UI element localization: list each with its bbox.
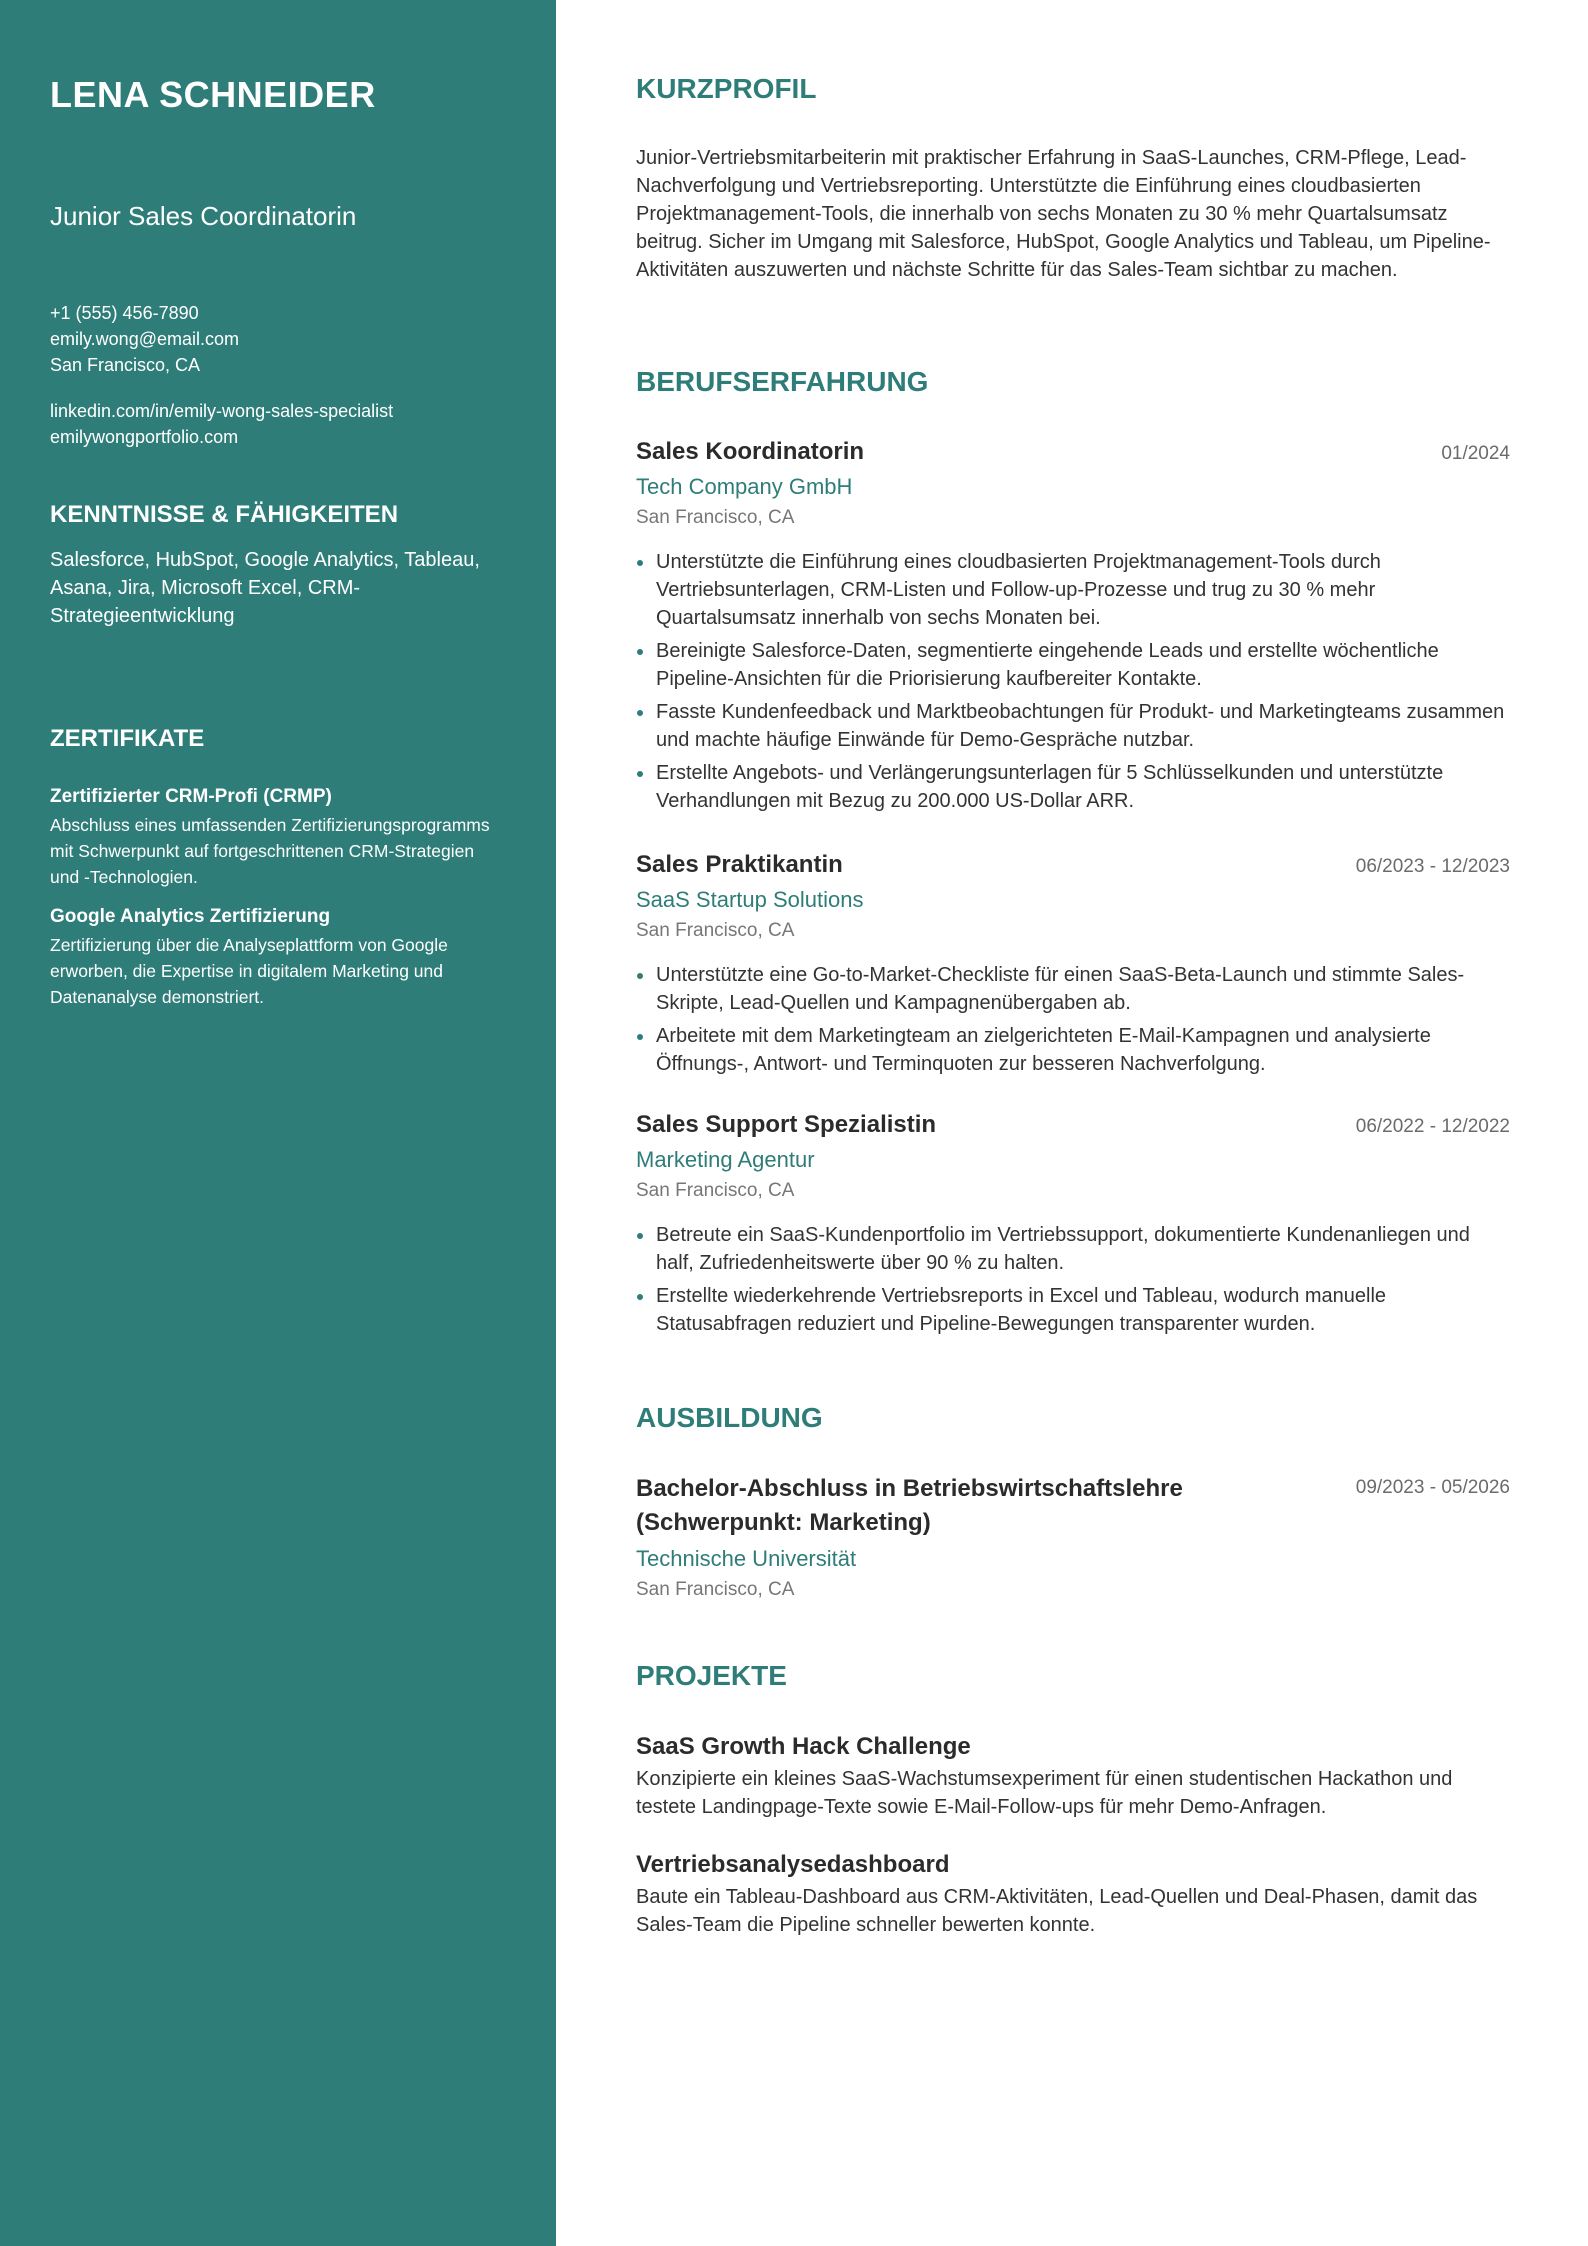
job-bullet: Unterstützte eine Go-to-Market-Checkliste für einen SaaS-Beta-Launch und stimmte Sales-Skripte, Lead-Quellen und Kampagnenübergaben ab. <box>636 961 1510 1017</box>
education-heading: AUSBILDUNG <box>636 1402 823 1433</box>
education-date: 09/2023 - 05/2026 <box>1355 1477 1510 1498</box>
job-bullet: Erstellte Angebots- und Verlängerungsunterlagen für 5 Schlüsselkunden und unterstützte Verhandlungen mit Bezug zu 200.000 US-Dollar ARR. <box>636 759 1510 815</box>
certificate-description: Abschluss eines umfassenden Zertifizierungsprogramms mit Schwerpunkt auf fortgeschrittenen CRM-Strategien und -Technologien. <box>50 815 490 887</box>
certificate-item <box>50 904 506 1010</box>
job-bullet: Unterstützte die Einführung eines cloudbasierten Projektmanagement-Tools durch Vertriebsunterlagen, CRM-Listen und Follow-up-Prozesse und trug zu 30 % mehr Quartalsumsatz innerhalb von sechs Monaten bei. <box>636 548 1510 632</box>
project-title: Vertriebsanalysedashboard <box>636 1851 950 1878</box>
certificate-title: Google Analytics Zertifizierung <box>50 906 331 927</box>
candidate-name: LENA SCHNEIDER <box>50 74 376 115</box>
sidebar <box>0 0 556 2246</box>
project-description: Konzipierte ein kleines SaaS-Wachstumsexperiment für einen studentischen Hackathon und testete Landingpage-Texte sowie E-Mail-Follow-ups für mehr Demo-Anfragen. <box>636 1768 1453 1818</box>
job-date: 06/2022 - 12/2022 <box>1355 1116 1510 1137</box>
contact-phone[interactable]: +1 (555) 456-7890 <box>50 303 199 323</box>
job-bullet: Bereinigte Salesforce-Daten, segmentierte eingehende Leads und erstellte wöchentliche Pipeline-Ansichten für die Priorisierung kaufbereiter Kontakte. <box>636 637 1510 693</box>
job-company: SaaS Startup Solutions <box>636 887 864 912</box>
job-date: 06/2023 - 12/2023 <box>1355 856 1510 877</box>
certificate-title: Zertifizierter CRM-Profi (CRMP) <box>50 786 332 807</box>
job-location: San Francisco, CA <box>636 507 795 528</box>
certificates-heading: ZERTIFIKATE <box>50 725 205 752</box>
profile-summary: Junior-Vertriebsmitarbeiterin mit praktischer Erfahrung in SaaS-Launches, CRM-Pflege, Lead-Nachverfolgung und Vertriebsreporting. Unterstützte die Einführung eines cloudbasierten Projektmanagement-Tools, die innerhalb von sechs Monaten zu 30 % mehr Quartalsumsatz beitrug. Sicher im Umgang mit Salesforce, HubSpot, Google Analytics und Tableau, um Pipeline-Aktivitäten auszuwerten und nächste Schritte für das Sales-Team sichtbar zu machen. <box>636 147 1491 281</box>
skills-heading: KENNTNISSE & FÄHIGKEITEN <box>50 501 399 528</box>
job-entry <box>636 436 1510 815</box>
job-company: Marketing Agentur <box>636 1147 815 1172</box>
contact-portfolio-link[interactable]: emilywongportfolio.com <box>50 427 239 447</box>
job-bullets <box>636 1221 1510 1338</box>
candidate-role: Junior Sales Coordinatorin <box>50 201 357 231</box>
profile-heading: KURZPROFIL <box>636 73 817 104</box>
contact-block <box>50 300 506 450</box>
education-degree: Bachelor-Abschluss in Betriebswirtschaftslehre (Schwerpunkt: Marketing) <box>636 1475 1183 1536</box>
certificate-item <box>50 784 506 890</box>
job-bullet: Fasste Kundenfeedback und Marktbeobachtungen für Produkt- und Marketingteams zusammen und machte häufige Einwände für Demo-Gespräche nutzbar. <box>636 698 1510 754</box>
education-location: San Francisco, CA <box>636 1579 795 1600</box>
contact-linkedin-link[interactable]: linkedin.com/in/emily-wong-sales-specialist <box>50 401 394 421</box>
project-entry <box>636 1849 1510 1939</box>
job-entry <box>636 1109 1510 1338</box>
education-school: Technische Universität <box>636 1546 857 1571</box>
certificate-description: Zertifizierung über die Analyseplattform von Google erworben, die Expertise in digitalem Marketing und Datenanalyse demonstriert. <box>50 935 448 1007</box>
job-date: 01/2024 <box>1441 443 1510 464</box>
skills-list: Salesforce, HubSpot, Google Analytics, Tableau, Asana, Jira, Microsoft Excel, CRM-Strategieentwicklung <box>50 549 480 627</box>
project-title: SaaS Growth Hack Challenge <box>636 1733 971 1760</box>
education-entry <box>636 1472 1510 1604</box>
job-company: Tech Company GmbH <box>636 474 853 499</box>
project-description: Baute ein Tableau-Dashboard aus CRM-Aktivitäten, Lead-Quellen und Deal-Phasen, damit das Sales-Team die Pipeline schneller bewerten konnte. <box>636 1886 1478 1936</box>
job-bullets <box>636 548 1510 815</box>
job-title: Sales Support Spezialistin <box>636 1111 937 1138</box>
contact-email[interactable]: emily.wong@email.com <box>50 329 239 349</box>
projects-heading: PROJEKTE <box>636 1660 787 1691</box>
contact-location: San Francisco, CA <box>50 355 201 375</box>
experience-heading: BERUFSERFAHRUNG <box>636 366 929 397</box>
job-bullet: Betreute ein SaaS-Kundenportfolio im Vertriebssupport, dokumentierte Kundenanliegen und half, Zufriedenheitswerte über 90 % zu halten. <box>636 1221 1510 1277</box>
job-location: San Francisco, CA <box>636 920 795 941</box>
job-title: Sales Praktikantin <box>636 851 843 878</box>
job-title: Sales Koordinatorin <box>636 438 865 465</box>
contact-divider-space <box>50 378 506 398</box>
job-entry <box>636 849 1510 1078</box>
job-bullet: Erstellte wiederkehrende Vertriebsreports in Excel und Tableau, wodurch manuelle Statusabfragen reduziert und Pipeline-Bewegungen transparenter wurden. <box>636 1282 1510 1338</box>
project-entry <box>636 1731 1510 1821</box>
job-location: San Francisco, CA <box>636 1180 795 1201</box>
job-bullets <box>636 961 1510 1078</box>
job-bullet: Arbeitete mit dem Marketingteam an zielgerichteten E-Mail-Kampagnen und analysierte Öffnungs-, Antwort- und Terminquoten zur besseren Nachverfolgung. <box>636 1022 1510 1078</box>
